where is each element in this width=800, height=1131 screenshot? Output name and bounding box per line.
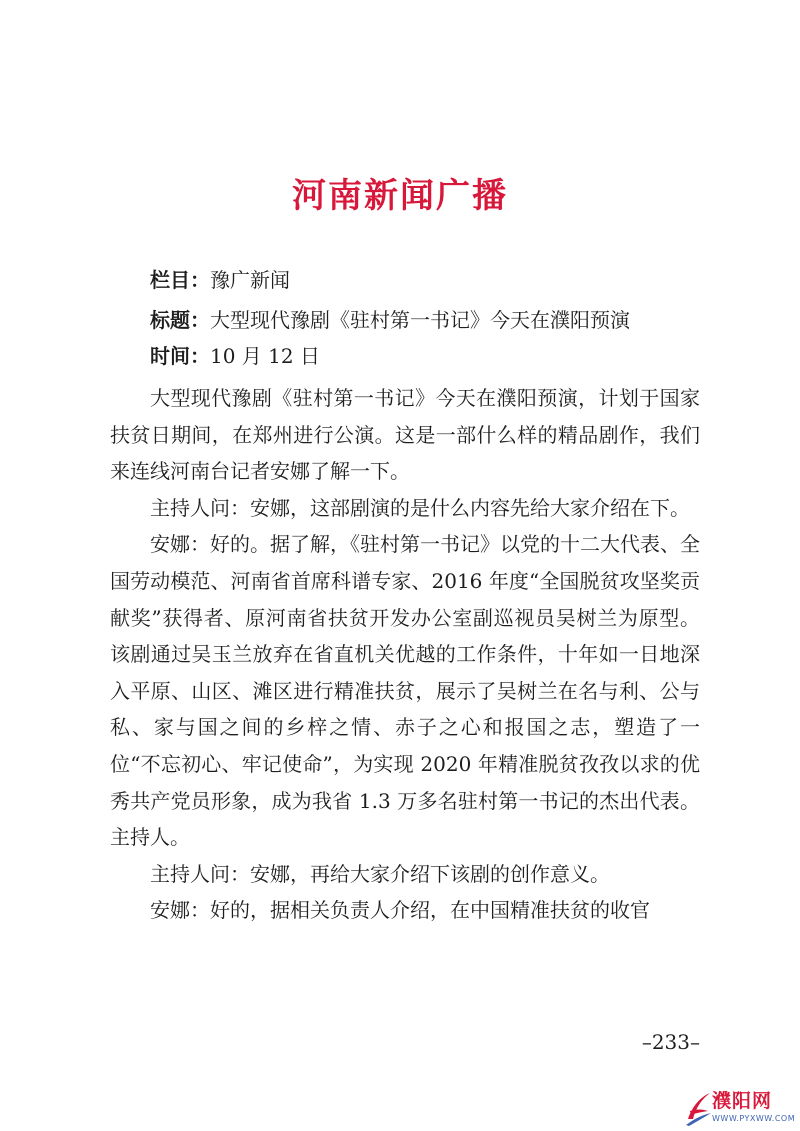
swoosh-logo-icon (684, 1089, 712, 1127)
paragraph-host-question-1: 主持人问：安娜，这部剧演的是什么内容先给大家介绍在下。 (150, 495, 690, 520)
meta-column-value: 豫广新闻 (210, 268, 290, 292)
document-title: 河南新闻广播 (292, 176, 508, 216)
meta-time-value: 10 月 12 日 (210, 344, 320, 368)
meta-time-key: 时间： (150, 344, 210, 368)
meta-headline (150, 305, 630, 335)
article-body (110, 380, 700, 929)
meta-headline-value: 大型现代豫剧《驻村第一书记》今天在濮阳预演 (210, 308, 630, 332)
meta-headline-key: 标题： (150, 308, 210, 332)
meta-time (150, 341, 320, 371)
meta-column (150, 265, 290, 295)
watermark-logo (684, 1087, 796, 1129)
watermark-url: WWW.PYXWW.COM (712, 1114, 796, 1123)
meta-column-key: 栏目： (150, 268, 210, 292)
page-number: –233– (641, 1030, 700, 1054)
paragraph-anna-answer-1: 安娜：好的。据了解，《驻村第一书记》以党的十二大代表、全国劳动模范、河南省首席科谱专家、2016 年度“全国脱贫攻坚奖贡献奖”获得者、原河南省扶贫开发办公室副巡视员吴树兰为原型。该剧通过吴玉兰放弃在省直机关优越的工作条件，十年如一日地深入平原、山区、滩区进行精准扶贫，展示了吴树兰在名与利、公与私、家与国之间的乡梓之情、赤子之心和报国之志，塑造了一位“不忘初心、牢记使命”，为实现 2020 年精准脱贫孜孜以求的优秀共产党员形象，成为我省 1.3 万多名驻村第一书记的杰出代表。主持人。 (110, 532, 700, 850)
watermark-name: 濮阳网 (712, 1090, 773, 1112)
paragraph-host-question-2: 主持人问：安娜，再给大家介绍下该剧的创作意义。 (150, 861, 610, 886)
paragraph-intro: 大型现代豫剧《驻村第一书记》今天在濮阳预演，计划于国家扶贫日期间，在郑州进行公演。这是一部什么样的精品剧作，我们来连线河南台记者安娜了解一下。 (110, 386, 700, 484)
paragraph-anna-answer-2: 安娜：好的，据相关负责人介绍，在中国精准扶贫的收官 (150, 898, 650, 923)
